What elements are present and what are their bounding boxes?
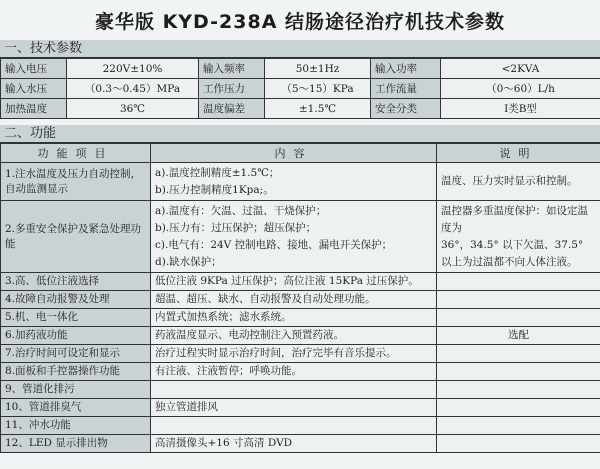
spec-row [1, 79, 600, 99]
spec-label: 工作流量 [371, 79, 441, 99]
function-item: 7.治疗时间可设定和显示 [1, 345, 151, 363]
spec-value: 36℃ [67, 99, 199, 119]
function-item: 11、冲水功能 [1, 417, 151, 435]
function-content [151, 381, 437, 399]
function-row [1, 399, 600, 417]
function-row [1, 291, 600, 309]
function-note [437, 309, 600, 327]
spec-label: 输入电压 [1, 59, 67, 79]
spec-label: 输入水压 [1, 79, 67, 99]
function-row [1, 273, 600, 291]
function-content [151, 399, 437, 417]
spec-label: 温度偏差 [199, 99, 265, 119]
function-note [437, 417, 600, 435]
function-header-row [1, 144, 600, 163]
spec-value: <2KVA [441, 59, 600, 79]
spec-value: 50±1Hz [265, 59, 371, 79]
note-line: 温控器多重温度保护：如设定温度为 [441, 204, 588, 234]
function-row [1, 345, 600, 363]
function-note [437, 327, 600, 345]
function-content [151, 201, 437, 273]
function-content [151, 273, 437, 291]
function-item: 10、管道排臭气 [1, 399, 151, 417]
function-row [1, 163, 600, 201]
header-content: 内容 [151, 144, 437, 163]
function-item: 2.多重安全保护及紧急处理功能 [1, 201, 151, 273]
spec-label: 输入功率 [371, 59, 441, 79]
section-heading-specs: 一、技术参数 [0, 40, 600, 58]
content-line: 治疗过程实时显示治疗时间，治疗完毕有音乐提示。 [155, 347, 397, 359]
function-note [437, 163, 600, 201]
spec-value: （0～60）L/h [441, 79, 600, 99]
function-content [151, 435, 437, 453]
function-note [437, 291, 600, 309]
function-note [437, 435, 600, 453]
content-line: a).温度控制精度±1.5℃； [155, 166, 280, 179]
function-item: 3.高、低位注液选择 [1, 273, 151, 291]
content-line: 超温、超压、缺水、自动报警及自动处理功能。 [155, 293, 376, 305]
note-line: 以上为过温都不向人体注液。 [441, 255, 578, 268]
content-line: 内置式加热系统；滤水系统。 [155, 311, 292, 323]
spec-value: ±1.5℃ [265, 99, 371, 119]
function-item: 8.面板和手控器操作功能 [1, 363, 151, 381]
spec-label: 输入频率 [199, 59, 265, 79]
section-heading-functions: 二、功能 [0, 125, 600, 143]
function-content [151, 327, 437, 345]
function-item: 5.机、电一体化 [1, 309, 151, 327]
note-line: 36°，34.5° 以下欠温、37.5° [441, 238, 584, 251]
function-note [437, 273, 600, 291]
function-content [151, 417, 437, 435]
function-item: 9、管道化排污 [1, 381, 151, 399]
spec-label: 工作压力 [199, 79, 265, 99]
function-note [437, 345, 600, 363]
function-item: 1.注水温度及压力自动控制，自动监测显示 [1, 163, 151, 201]
spec-label: 加热温度 [1, 99, 67, 119]
spec-row [1, 99, 600, 119]
spec-row [1, 59, 600, 79]
function-item: 12、LED 显示排出物 [1, 435, 151, 453]
function-item: 4.故障自动报警及处理 [1, 291, 151, 309]
page-title: 豪华版 KYD-238A 结肠途径治疗机技术参数 [0, 0, 600, 41]
content-line: 独立管道排风 [155, 401, 218, 413]
function-content [151, 363, 437, 381]
function-row [1, 201, 600, 273]
spec-value: 220V±10% [67, 59, 199, 79]
function-row [1, 435, 600, 453]
header-note: 说明 [437, 144, 600, 163]
content-line: c).电气有：24V 控制电路、接地、漏电开关保护； [155, 238, 393, 251]
function-content [151, 309, 437, 327]
content-line: b).压力有：过压保护；超压保护； [155, 221, 317, 234]
function-note [437, 381, 600, 399]
function-row [1, 327, 600, 345]
function-table [0, 143, 600, 453]
function-note [437, 201, 600, 273]
spec-value: （5～15）KPa [265, 79, 371, 99]
note-line: 选配 [508, 329, 529, 341]
spec-value: I类B型 [441, 99, 600, 119]
spec-label: 安全分类 [371, 99, 441, 119]
function-row [1, 381, 600, 399]
function-content [151, 345, 437, 363]
content-line: b).压力控制精度1Kpa;。 [155, 183, 274, 196]
function-note [437, 399, 600, 417]
header-item: 功能项目 [1, 144, 151, 163]
spec-table [0, 58, 600, 119]
function-item: 6.加药液功能 [1, 327, 151, 345]
function-note [437, 363, 600, 381]
content-line: 有注液、注液暂停；呼唤功能。 [155, 365, 302, 377]
content-line: 高清摄像头+16 寸高清 DVD [155, 437, 293, 449]
function-content [151, 291, 437, 309]
function-row [1, 309, 600, 327]
spec-value: （0.3～0.45）MPa [67, 79, 199, 99]
function-row [1, 417, 600, 435]
content-line: 药液温度显示、电动控制注入预置药液。 [155, 329, 344, 341]
content-line: 低位注液 9KPa 过压保护；高位注液 15KPa 过压保护。 [155, 275, 419, 287]
content-line: d).缺水保护； [155, 255, 222, 268]
content-line: a).温度有：欠温、过温、干烧保护； [155, 204, 327, 217]
function-row [1, 363, 600, 381]
function-content [151, 163, 437, 201]
note-line: 温度、压力实时显示和控制。 [441, 175, 578, 187]
